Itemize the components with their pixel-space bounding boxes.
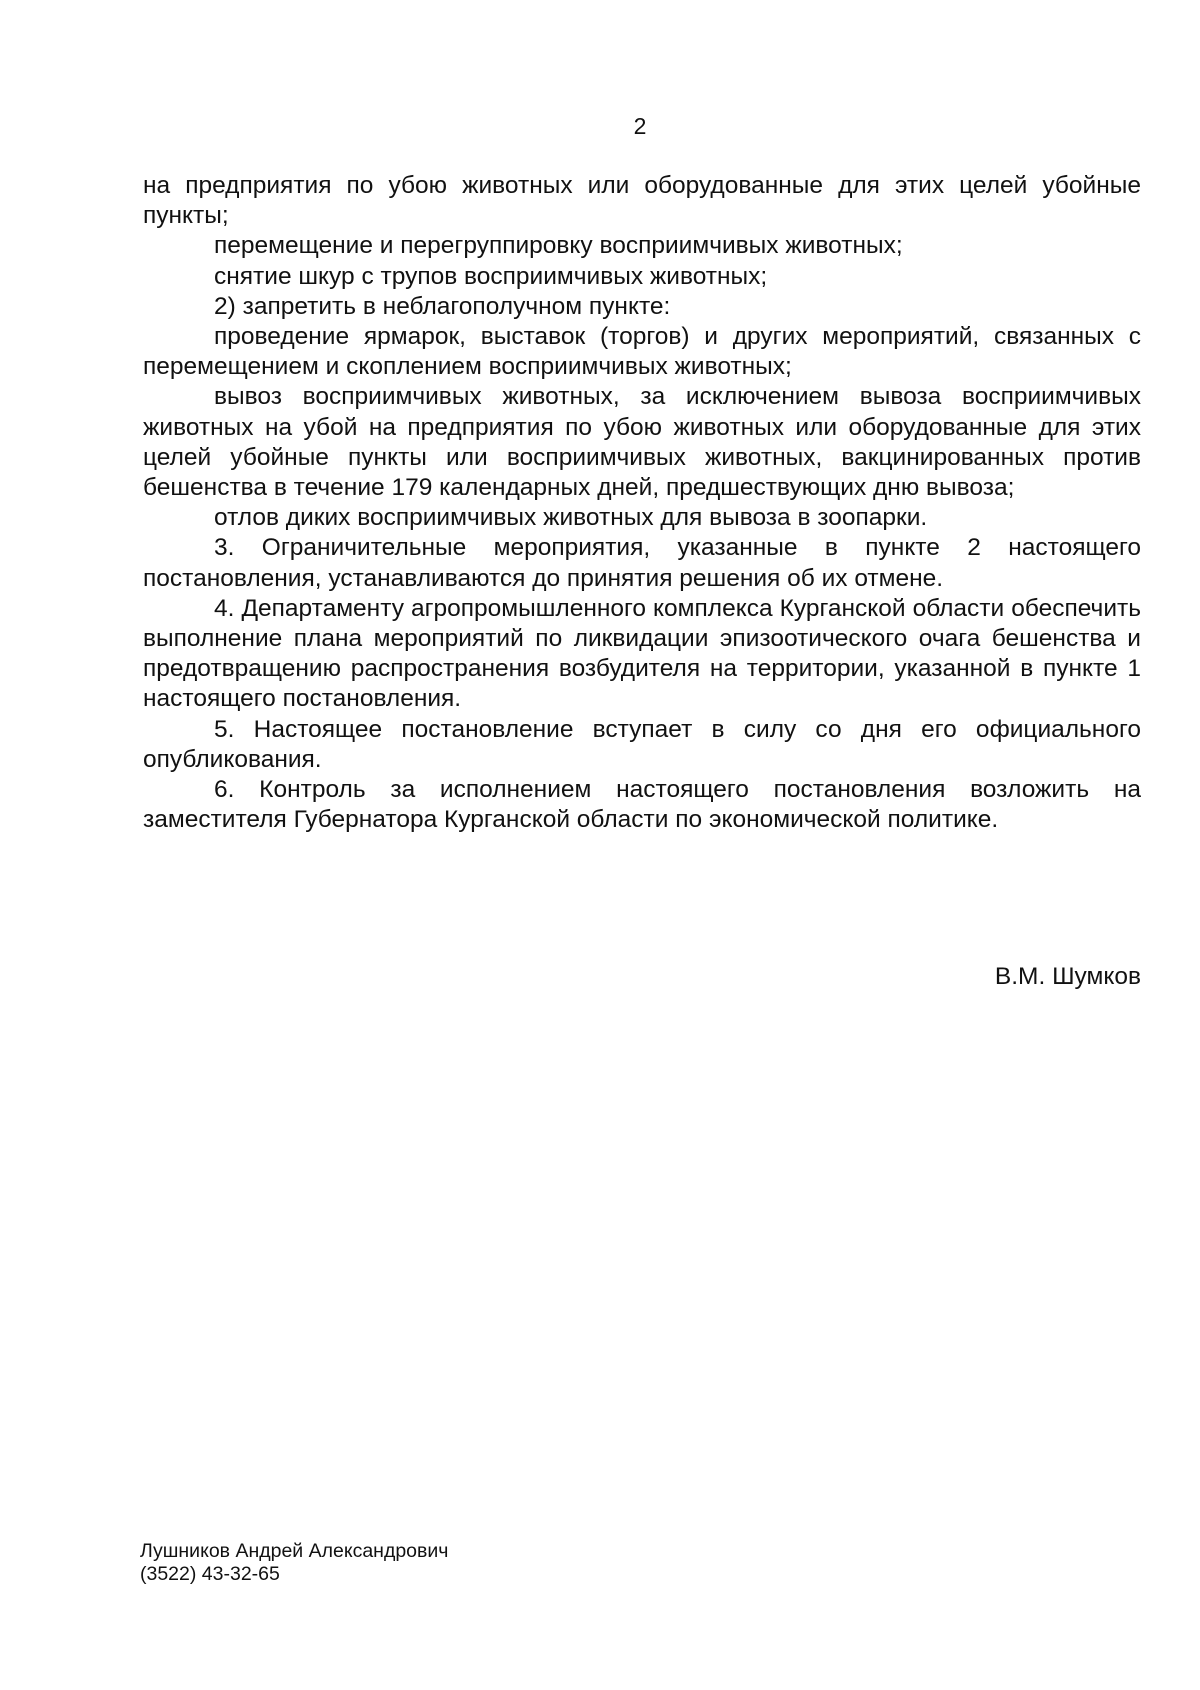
paragraph: проведение ярмарок, выставок (торгов) и других мероприятий, связанных с перемещением и скоплением восприимчивых животных;: [143, 323, 1141, 381]
executor-block: [140, 1540, 448, 1586]
document-body: [143, 171, 1141, 835]
paragraph: 6. Контроль за исполнением настоящего постановления возложить на заместителя Губернатора Курганской области по экономической политике.: [143, 776, 1141, 834]
signature-name: В.М. Шумков: [994, 963, 1141, 990]
page-number: 2: [633, 113, 647, 139]
paragraph: 2) запретить в неблагополучном пункте:: [214, 292, 671, 320]
paragraph: 5. Настоящее постановление вступает в силу со дня его официального опубликования.: [143, 715, 1141, 773]
paragraph: перемещение и перегруппировку восприимчивых животных;: [214, 232, 903, 260]
executor-phone: (3522) 43-32-65: [140, 1563, 280, 1585]
paragraph: вывоз восприимчивых животных, за исключением вывоза восприимчивых животных на убой на предприятия по убою животных или оборудованные для этих целей убойные пункты или восприимчивых животных, вакцинированных против бешенства в течение 179 календарных дней, предшествующих дню вывоза;: [143, 383, 1141, 502]
executor-name: Лушников Андрей Александрович: [140, 1540, 449, 1562]
paragraph: отлов диких восприимчивых животных для вывоза в зоопарки.: [214, 504, 928, 532]
paragraph: на предприятия по убою животных или оборудованные для этих целей убойные пункты;: [143, 172, 1141, 230]
paragraph: снятие шкур с трупов восприимчивых животных;: [214, 262, 768, 290]
paragraph: 3. Ограничительные мероприятия, указанные в пункте 2 настоящего постановления, устанавливаются до принятия решения об их отмене.: [143, 534, 1141, 592]
paragraph: 4. Департаменту агропромышленного комплекса Курганской области обеспечить выполнение плана мероприятий по ликвидации эпизоотического очага бешенства и предотвращению распространения возбудителя на территории, указанной в пункте 1 настоящего постановления.: [143, 594, 1141, 713]
